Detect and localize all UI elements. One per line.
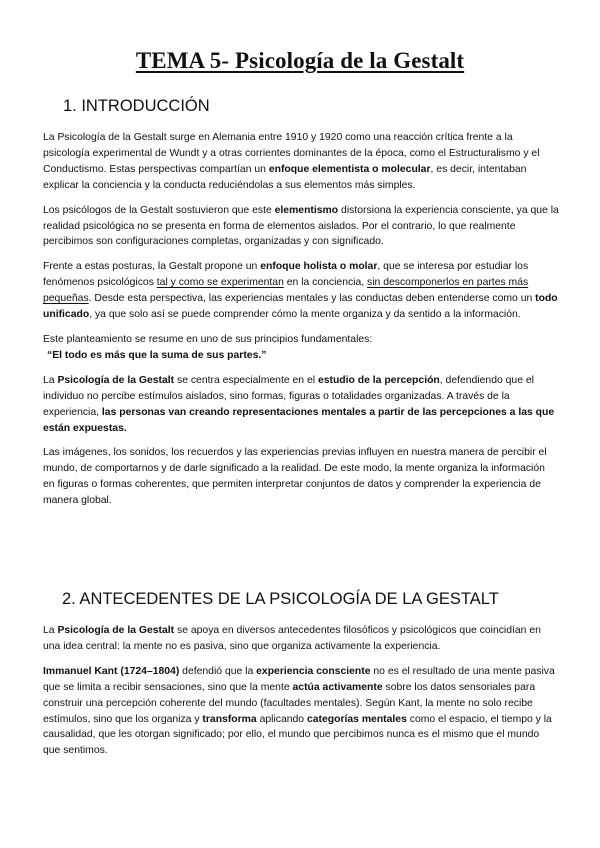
paragraph — [43, 332, 559, 364]
paragraph — [43, 664, 559, 759]
text: , ya que solo así se puede comprender cómo la mente organiza y da sentido a la información. — [89, 309, 521, 321]
bold-text: enfoque holista o molar — [260, 261, 378, 273]
text: . Desde esta perspectiva, las experiencias mentales y las conductas deben entenderse como un — [88, 293, 536, 305]
bold-text: Immanuel Kant (1724–1804) — [43, 665, 180, 677]
paragraph — [43, 373, 559, 437]
section-antecedentes-body — [43, 623, 559, 759]
bold-text: todo unificado — [43, 293, 558, 321]
text: Los psicólogos de la Gestalt sostuvieron que este — [43, 204, 275, 216]
bold-text: estudio de la percepción — [317, 374, 440, 386]
paragraph — [43, 203, 559, 251]
text: , que se interesa por estudiar los fenómenos psicológicos — [43, 261, 529, 289]
bold-text: actúa activamente — [292, 681, 383, 693]
bold-text: elementismo — [274, 204, 339, 216]
bold-text: experiencia consciente — [256, 665, 371, 677]
text: sobre los datos sensoriales para construir una percepción coherente del mundo (facultades mentales). Según Kant, la mente no solo recibe estímulos, sino que los organiza y — [43, 681, 536, 725]
section-heading-introduccion: 1. INTRODUCCIÓN — [63, 97, 210, 115]
text: se centra especialmente en el — [174, 374, 318, 386]
section-heading-antecedentes: 2. ANTECEDENTES DE LA PSICOLOGÍA DE LA GESTALT — [62, 590, 499, 608]
text: La — [43, 625, 58, 636]
text: , defendiendo que el individuo no percibe estímulos aislados, sino formas, figuras o totalidades organizadas. A través de la experiencia, — [43, 374, 534, 418]
text: Frente a estas posturas, la Gestalt propone un — [43, 261, 261, 273]
underlined-text: tal y como se experimentan — [156, 277, 284, 289]
text: en la conciencia, — [283, 277, 368, 289]
bold-text: Psicología de la Gestalt — [57, 625, 175, 636]
bold-text: Psicología de la Gestalt — [57, 374, 175, 386]
text: como el espacio, el tiempo y la causalidad, que les otorgan significado; por ello, el mundo que percibimos nunca es el mismo que el mundo que sentimos. — [43, 713, 552, 757]
paragraph — [43, 130, 559, 194]
text: La Psicología de la Gestalt surge en Alemania entre 1910 y 1920 como una reacción crítica frente a la psicología experimental de Wundt y a otras corrientes dominantes de la época, como el Estructuralismo y el Conductismo. Estas perspectivas compartían un — [43, 132, 540, 175]
text: defendió que la — [179, 665, 257, 677]
text: no es el resultado de una mente pasiva que se limita a recibir sensaciones, sino que la mente — [43, 665, 555, 693]
bold-text: transforma — [202, 713, 257, 725]
paragraph: Las imágenes, los sonidos, los recuerdos y las experiencias previas influyen en nuestra manera de percibir el mundo, de comportarnos y de darle significado a la realidad. De este modo, la mente organiza la información en figuras o formas coherentes, que permiten interpretar conjuntos de datos y comprender la experiencia de manera global. — [43, 447, 547, 507]
document-title: TEMA 5- Psicología de la Gestalt — [135, 48, 465, 73]
text: distorsiona la experiencia consciente, ya que la realidad psicológica no se presenta en forma de elementos aislados. Por el contrario, lo que realmente percibimos son configuraciones completas, organizadas y con significado. — [43, 204, 559, 248]
text: , es decir, intentaban explicar la conciencia y la conducta reduciéndolas a sus elementos más simples. — [43, 163, 527, 191]
bold-text: categorías mentales — [306, 713, 407, 725]
paragraph — [43, 623, 559, 655]
text: aplicando — [256, 713, 307, 725]
text: Este planteamiento se resume en uno de sus principios fundamentales: — [43, 333, 373, 345]
bold-text: enfoque elementista o molecular — [268, 163, 431, 175]
text: La — [43, 374, 58, 386]
paragraph — [43, 259, 559, 323]
principle-quote: “El todo es más que la suma de sus partes.” — [47, 349, 267, 361]
underlined-text: sin descomponerlos en partes más pequeñas — [43, 277, 529, 305]
text: se apoya en diversos antecedentes filosóficos y psicológicos que coincidían en una idea central: la mente no es pasiva, sino que organiza activamente la experiencia. — [43, 625, 541, 652]
section-introduccion-body — [43, 130, 559, 509]
bold-text: las personas van creando representaciones mentales a partir de las percepciones a las que están expuestas. — [43, 406, 555, 434]
